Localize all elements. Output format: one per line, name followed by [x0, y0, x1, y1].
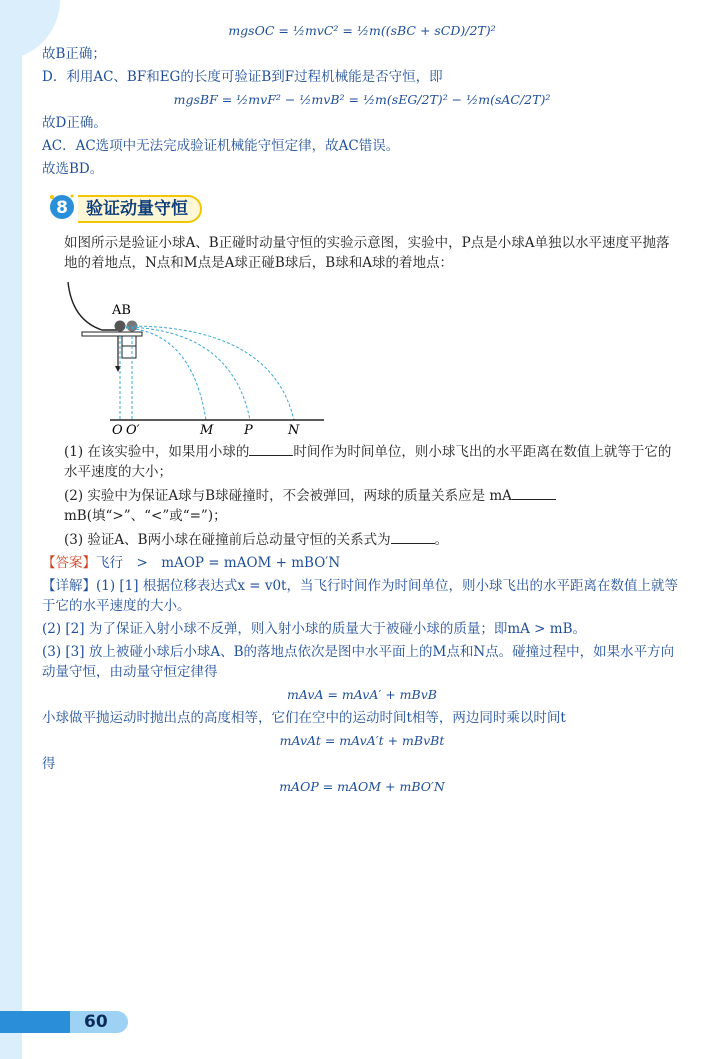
d-correct-line: 故D正确。: [42, 115, 107, 131]
formula-ke-oc: mgsOC = ½mvC² = ½m((sBC + sCD)/2T)²: [228, 23, 496, 38]
de-line: 得: [42, 756, 56, 772]
section-number: 8: [56, 198, 68, 218]
answer-label: 【答案】: [42, 555, 96, 571]
b-correct-line: 故B正确；: [42, 46, 106, 62]
detail-1: 【详解】(1) [1] 根据位移表达式x = v0t，当飞行时间作为时间单位，则小球飞出的水平距离在数值上就等于它的水平速度的大小。: [42, 578, 678, 614]
blank-1: [249, 441, 293, 456]
path-p: [126, 327, 250, 420]
equation-3: mAOP = mAOM + mBO′N: [279, 779, 445, 794]
answer-line: [42, 553, 682, 573]
page-number-tab-accent: [0, 1011, 70, 1033]
collision-diagram: [62, 280, 342, 438]
blank-2: [512, 485, 556, 500]
label-o: O: [112, 423, 123, 438]
choose-line: 故选BD。: [42, 161, 104, 177]
blank-3: [391, 529, 435, 544]
label-o2: O′: [126, 423, 140, 438]
label-ab: AB: [112, 303, 131, 318]
question-3: (3) 验证A、B两小球在碰撞前后总动量守恒的关系式为 。: [42, 529, 682, 550]
section-header: [42, 189, 682, 225]
section-title: 验证动量守恒: [78, 195, 202, 223]
path-n: [134, 326, 294, 420]
answer-text: 飞行 > mAOP = mAOM + mBO′N: [96, 555, 341, 571]
ball-a: [115, 321, 126, 332]
question-1: (1) 在该实验中，如果用小球的 时间作为时间单位，则小球飞出的水平距离在数值上就等于它的水平速度的大小；: [42, 441, 682, 482]
label-p: P: [244, 423, 253, 438]
equation-2: mAvAt = mAvA′t + mBvBt: [279, 733, 445, 748]
stand: [122, 336, 136, 358]
equation-1: mAvA = mAvA′ + mBvB: [287, 687, 437, 702]
label-m: M: [200, 423, 214, 438]
d-option-line: D．利用AC、BF和EG的长度可验证B到F过程机械能是否守恒，即: [42, 69, 443, 85]
page-number: 60: [84, 1012, 108, 1032]
detail-label: 【详解】: [42, 578, 96, 594]
detail-3: (3) [3] 放上被碰小球后小球A、B的落地点依次是图中水平面上的M点和N点。碰撞过程中，如果水平方向动量守恒，由动量守恒定律得: [42, 644, 675, 680]
star-badge-icon: [48, 193, 76, 221]
question-intro: 如图所示是验证小球A、B正碰时动量守恒的实验示意图，实验中，P点是小球A单独以水平速度平抛落地的着地点，N点和M点是A球正碰B球后，B球和A球的着地点：: [64, 235, 670, 271]
table-top: [82, 332, 142, 336]
left-margin-band: [0, 0, 22, 1059]
label-n: N: [288, 423, 300, 438]
page-content: [42, 18, 682, 800]
detail-4: 小球做平抛运动时抛出点的高度相等，它们在空中的运动时间t相等，两边同时乘以时间t: [42, 710, 566, 726]
question-2: (2) 实验中为保证A球与B球碰撞时，不会被弹回，两球的质量关系应是 mAmB(填“>”、“<”或“=”)；: [42, 485, 682, 526]
formula-ke-bf: mgsBF = ½mvF² − ½mvB² = ½m(sEG/2T)² − ½m(sAC/2T)²: [173, 92, 551, 107]
detail-2: (2) [2] 为了保证入射小球不反弹，则入射小球的质量大于被碰小球的质量；即mA > mB。: [42, 621, 586, 637]
ac-wrong-line: AC．AC选项中无法完成验证机械能守恒定律，故AC错误。: [42, 138, 400, 154]
